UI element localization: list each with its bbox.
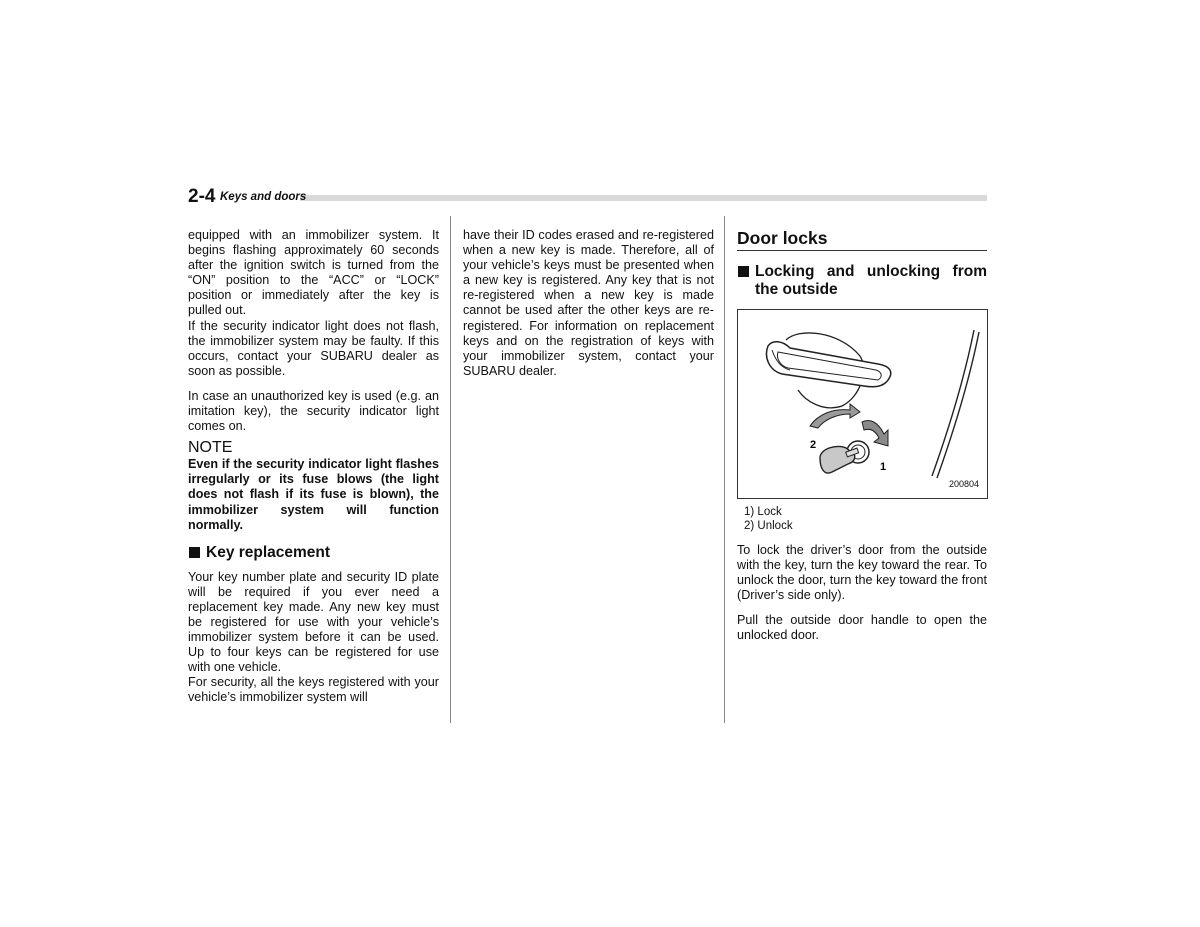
heading-text: Key replacement [206,543,331,561]
figure-label-2: 2 [810,439,817,451]
page-number: 2-4 [188,186,216,207]
door-handle-key-illustration [738,310,987,498]
section-title: Keys and doors [220,191,307,203]
column-divider [724,216,725,723]
column-1 [188,228,439,706]
note-text: Even if the security indicator light flashes irregularly or its fuse blows (the light does not flash if its fuse is blown), the immobilizer system will function normally. [188,457,439,532]
key-replacement-heading [188,544,439,562]
bullet-square-icon [738,266,749,277]
figure-label-1: 1 [880,461,887,473]
heading-text: Locking and unlocking from the outside [755,263,987,298]
paragraph: Pull the outside door handle to open the unlocked door. [737,613,987,643]
paragraph: If the security indicator light does not flash, the immobilizer system may be faulty. If this occurs, contact your SUBARU dealer as soon as possible. [188,318,439,378]
paragraph: In case an unauthorized key is used (e.g. an imitation key), the security indicator light comes on. [188,388,439,434]
bullet-square-icon [189,547,200,558]
header-rule [300,195,987,201]
paragraph: equipped with an immobilizer system. It begins flashing approximately 60 seconds after the ignition switch is turned from the “ON” position to the “ACC” or “LOCK” position or immediately after the key is pulled out. [188,228,439,318]
paragraph: have their ID codes erased and re-registered when a new key is made. Therefore, all of your vehicle’s keys must be presented when a new key is registered. Any key that is not re-registered when a new key is made cannot be used after the other keys are re-registered. For information on replacement keys and on the registration of keys with your immobilizer system, contact your SUBARU dealer. [463,228,714,378]
door-lock-figure [737,309,988,499]
locking-subheading [737,263,987,299]
paragraph: For security, all the keys registered with your vehicle’s immobilizer system will [188,675,439,705]
paragraph: Your key number plate and security ID plate will be required if you ever need a replacement key made. Any new key must be registered for use with your vehicle’s immobilizer system before it can be used. Up to four keys can be registered for use with one vehicle. [188,569,439,675]
legend-item-unlock: 2) Unlock [744,520,793,532]
column-divider [450,216,451,723]
figure-code: 200804 [948,478,979,489]
paragraph: To lock the driver’s door from the outside with the key, turn the key toward the rear. To unlock the door, turn the key toward the front (Driver’s side only). [737,543,987,603]
figure-legend [744,505,987,533]
column-2 [463,228,714,379]
door-locks-title: Door locks [737,228,987,251]
note-title: NOTE [188,439,233,457]
column-3 [737,228,987,644]
legend-item-lock: 1) Lock [744,506,782,518]
